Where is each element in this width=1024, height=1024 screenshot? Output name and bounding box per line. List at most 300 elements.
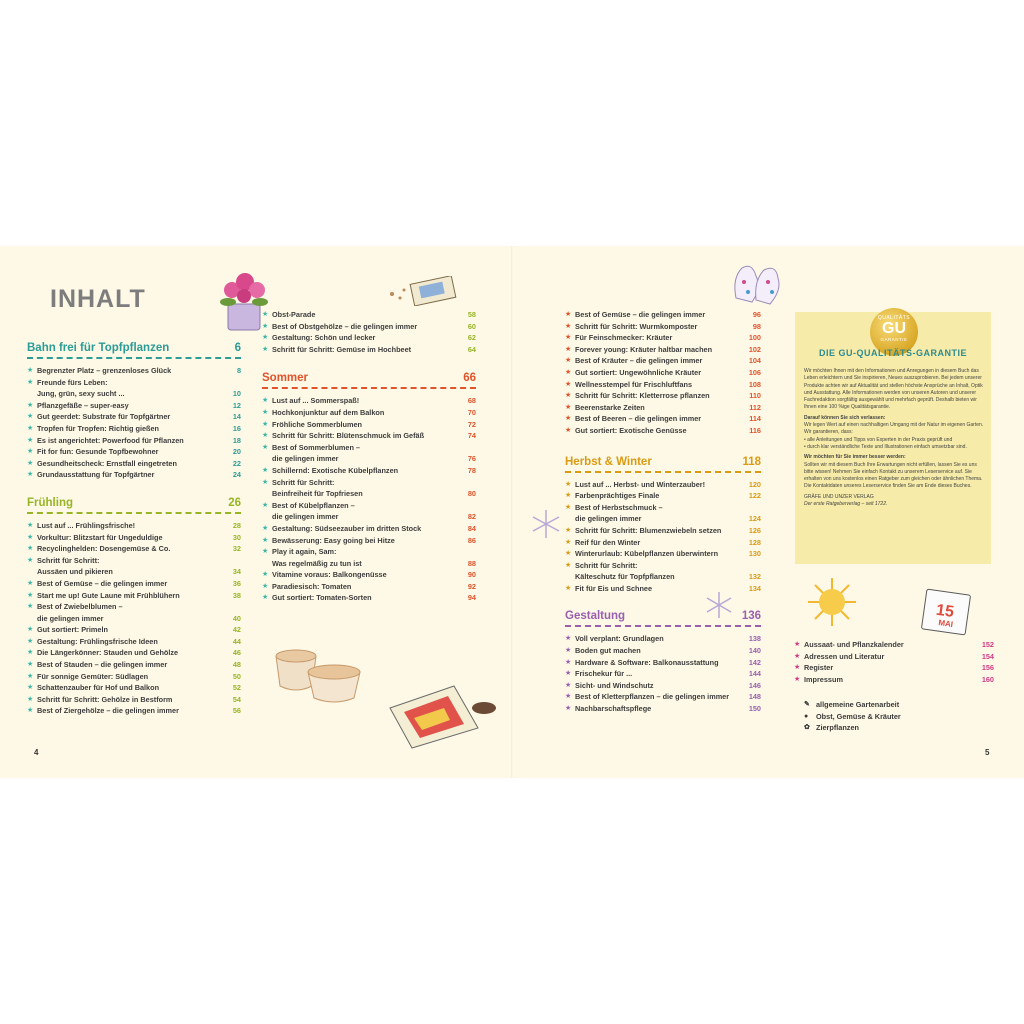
toc-entry[interactable] bbox=[565, 402, 761, 414]
toc-entry[interactable] bbox=[27, 446, 241, 458]
guarantee-bullet: • alle Anleitungen und Tipps von Experten in der Praxis geprüft und bbox=[804, 436, 953, 443]
toc-entry-page: 36 bbox=[232, 578, 241, 588]
toc-entry[interactable] bbox=[27, 601, 241, 613]
toc-entry-title: Kälteschutz für Topfpflanzen bbox=[575, 572, 675, 582]
toc-entry-title: Paradiesisch: Tomaten bbox=[272, 581, 352, 591]
toc-entry[interactable] bbox=[262, 581, 476, 593]
star-icon: ★ bbox=[565, 334, 572, 342]
star-icon: ★ bbox=[27, 579, 34, 587]
toc-entry-page: 44 bbox=[232, 636, 241, 646]
guarantee-paragraph: Sollten wir mit diesem Buch Ihre Erwartungen nicht erfüllen, lassen Sie es uns bitte wissen! Nehmen Sie einfach Kontakt zu unserem Leserservice auf. Sie erhalten von uns kostenlos einen Ratgeber zum gleichen oder ähnlichen Thema. Die Kontaktdaten unseres Leserservice finden Sie am Ende dieses Buches. bbox=[804, 461, 983, 490]
toc-entry[interactable] bbox=[565, 680, 761, 692]
appendix-entry-title: Aussaat- und Pflanzkalender bbox=[804, 640, 904, 649]
toc-entry[interactable] bbox=[27, 555, 241, 567]
toc-entry-page: 8 bbox=[236, 366, 241, 375]
toc-entry-title: Best of Gemüse – die gelingen immer bbox=[37, 578, 168, 588]
appendix-entry-page: 160 bbox=[981, 674, 994, 684]
star-icon: ★ bbox=[565, 670, 572, 678]
guarantee-body bbox=[804, 368, 984, 511]
section-header-sommer bbox=[262, 372, 476, 387]
page-number-right: 5 bbox=[985, 748, 990, 757]
toc-entry-page: 128 bbox=[748, 537, 761, 547]
section-title: Bahn frei für Topfpflanzen bbox=[27, 342, 170, 354]
toc-entry-title: Gestaltung: Schön und lecker bbox=[272, 333, 376, 343]
toc-entry[interactable] bbox=[565, 355, 761, 367]
toc-entry[interactable] bbox=[565, 657, 761, 669]
toc-entry-title: Gestaltung: Südseezauber im dritten Stock bbox=[272, 523, 422, 533]
star-icon: ★ bbox=[565, 403, 572, 411]
star-icon: ★ bbox=[27, 626, 34, 634]
toc-entry[interactable] bbox=[565, 560, 761, 572]
star-icon: ★ bbox=[262, 594, 269, 602]
toc-entry[interactable] bbox=[27, 613, 241, 625]
toc-entry-page: 38 bbox=[232, 590, 241, 600]
bowls-illustration bbox=[272, 646, 370, 708]
toc-entry[interactable] bbox=[27, 365, 241, 377]
appendix-entry[interactable] bbox=[794, 674, 994, 686]
toc-entry[interactable] bbox=[27, 411, 241, 423]
star-icon: ★ bbox=[27, 672, 34, 680]
appendix-entry-title: Register bbox=[804, 663, 834, 673]
section-title: Sommer bbox=[262, 372, 309, 385]
toc-entry-title: Vorkultur: Blitzstart für Ungeduldige bbox=[37, 532, 163, 542]
toc-entry[interactable] bbox=[262, 321, 476, 333]
toc-entry[interactable] bbox=[27, 705, 241, 717]
toc-entry-page: 30 bbox=[232, 532, 241, 542]
toc-entry[interactable] bbox=[27, 469, 241, 481]
toc-column-2 bbox=[262, 309, 476, 604]
toc-entry[interactable] bbox=[262, 592, 476, 604]
toc-entry-page: 84 bbox=[467, 523, 476, 533]
toc-entry-page: 50 bbox=[232, 671, 241, 681]
toc-entry-page: 88 bbox=[467, 558, 476, 568]
entry-list bbox=[27, 365, 241, 481]
toc-entry-page: 10 bbox=[232, 389, 241, 399]
toc-entry-page: 80 bbox=[467, 489, 476, 499]
star-icon: ★ bbox=[27, 556, 34, 564]
toc-entry[interactable] bbox=[27, 578, 241, 590]
toc-entry-title: Fröhliche Sommerblumen bbox=[272, 419, 363, 429]
seal-logo-text: GU bbox=[882, 320, 906, 337]
toc-entry-title: Für Feinschmecker: Kräuter bbox=[575, 333, 673, 343]
legend-item bbox=[804, 711, 901, 723]
star-icon: ★ bbox=[565, 492, 572, 500]
toc-entry-title: Schattenzauber für Hof und Balkon bbox=[37, 683, 160, 693]
star-icon: ★ bbox=[565, 647, 572, 655]
toc-entry[interactable] bbox=[262, 511, 476, 523]
toc-entry[interactable] bbox=[565, 645, 761, 657]
calendar-month: MAI bbox=[937, 618, 954, 630]
toc-entry-page: 46 bbox=[232, 648, 241, 658]
section-header-bahn-frei bbox=[27, 342, 241, 357]
guarantee-subheading: Wir möchten für Sie immer besser werden: bbox=[804, 454, 906, 461]
toc-entry[interactable] bbox=[565, 525, 761, 537]
entry-list bbox=[27, 520, 241, 717]
star-icon: ★ bbox=[565, 368, 572, 376]
toc-entry-page: 92 bbox=[467, 581, 476, 591]
quality-guarantee-box bbox=[795, 312, 991, 564]
gloves-illustration bbox=[728, 258, 788, 308]
toc-entry-title: Farbenprächtiges Finale bbox=[575, 491, 660, 501]
toc-entry-title: die gelingen immer bbox=[575, 514, 642, 524]
star-icon: ★ bbox=[27, 661, 34, 669]
toc-entry-page: 122 bbox=[748, 491, 761, 501]
toc-entry-title: Best of Sommerblumen – bbox=[272, 442, 360, 452]
toc-entry[interactable] bbox=[27, 520, 241, 532]
star-icon: ★ bbox=[27, 413, 34, 421]
toc-entry-page: 18 bbox=[232, 435, 241, 445]
page-title: INHALT bbox=[50, 285, 146, 313]
toc-entry-title: Best of Kübelpflanzen – bbox=[272, 500, 355, 510]
toc-entry[interactable] bbox=[565, 379, 761, 391]
star-icon: ★ bbox=[565, 426, 572, 434]
toc-entry[interactable] bbox=[262, 430, 476, 442]
toc-entry-title: Start me up! Gute Laune mit Frühblühern bbox=[37, 590, 180, 600]
toc-entry-title: Schritt für Schritt: Gemüse im Hochbeet bbox=[272, 344, 412, 354]
toc-entry[interactable] bbox=[27, 388, 241, 400]
appendix-entries bbox=[794, 639, 994, 685]
toc-entry-title: Gut sortiert: Ungewöhnliche Kräuter bbox=[575, 367, 702, 377]
star-icon: ★ bbox=[27, 695, 34, 703]
toc-entry-title: Best of Kletterpflanzen – die gelingen immer bbox=[575, 692, 730, 702]
star-icon: ★ bbox=[794, 652, 801, 660]
legend-item bbox=[804, 722, 901, 734]
appendix-entry-page: 154 bbox=[981, 651, 994, 661]
star-icon: ★ bbox=[262, 397, 269, 405]
toc-entry-title: Sicht- und Windschutz bbox=[575, 680, 654, 690]
toc-entry[interactable] bbox=[27, 624, 241, 636]
toc-entry-title: Nachbarschaftspflege bbox=[575, 704, 652, 714]
entry-list bbox=[565, 309, 761, 437]
toc-entry[interactable] bbox=[27, 458, 241, 470]
toc-entry[interactable] bbox=[565, 490, 761, 502]
star-icon: ★ bbox=[262, 420, 269, 428]
guarantee-paragraph: Wir legen Wert auf einen nachhaltigen Umgang mit der Natur im eigenen Garten. Wir garantieren, dass: bbox=[804, 422, 984, 436]
toc-entry-page: 48 bbox=[232, 660, 241, 670]
toc-entry[interactable] bbox=[27, 400, 241, 412]
guarantee-subheading: Darauf können Sie sich verlassen: bbox=[804, 414, 886, 421]
star-icon: ★ bbox=[565, 550, 572, 558]
toc-entry-page: 70 bbox=[467, 407, 476, 417]
toc-entry-title: die gelingen immer bbox=[272, 454, 339, 464]
appendix-entry[interactable] bbox=[794, 639, 994, 651]
toc-entry[interactable] bbox=[27, 566, 241, 578]
toc-column-1 bbox=[27, 342, 241, 717]
star-icon: ★ bbox=[565, 693, 572, 701]
toc-entry-page: 116 bbox=[749, 425, 761, 435]
toc-entry-page: 68 bbox=[467, 396, 476, 406]
section-page: 26 bbox=[228, 496, 241, 509]
toc-entry[interactable] bbox=[565, 537, 761, 549]
toc-entry[interactable] bbox=[27, 377, 241, 389]
toc-entry[interactable] bbox=[262, 453, 476, 465]
toc-entry-title: Gut sortiert: Primeln bbox=[37, 625, 108, 635]
toc-entry-title: Freunde fürs Leben: bbox=[37, 377, 108, 387]
soil-bag-illustration bbox=[384, 678, 504, 750]
star-icon: ★ bbox=[262, 311, 269, 318]
star-icon: ★ bbox=[565, 345, 572, 353]
toc-entry[interactable] bbox=[262, 395, 476, 407]
toc-entry-page: 148 bbox=[748, 692, 761, 702]
toc-entry-title: Boden gut machen bbox=[575, 646, 641, 656]
guarantee-paragraph: Wir möchten Ihnen mit den Informationen und Anregungen in diesem Buch das Leben erleichtern und Sie inspirieren, Neues auszuprobieren. Bei jedem unserer Produkte achten wir auf Aktualität und stellen höchste Ansprüche an Inhalt, Optik und Ausstattung. Alle Informationen werden von unseren Autoren und unserer Fachredaktion sorgfältig ausgewählt und mehrfach geprüft. Deshalb bieten wir Ihnen eine 100 %ige Qualitätsgarantie. bbox=[804, 368, 983, 411]
toc-entry-page: 100 bbox=[748, 333, 761, 343]
entry-list bbox=[565, 479, 761, 595]
toc-entry-page: 62 bbox=[467, 333, 476, 343]
star-icon: ★ bbox=[27, 684, 34, 692]
section-divider bbox=[27, 357, 241, 359]
star-icon: ★ bbox=[27, 591, 34, 599]
toc-entry-title: Best of Ziergehölze – die gelingen immer bbox=[37, 706, 179, 716]
toc-entry-title: die gelingen immer bbox=[37, 613, 104, 623]
section-page: 6 bbox=[234, 342, 241, 354]
toc-entry-page: 90 bbox=[467, 570, 476, 580]
appendix-entry[interactable] bbox=[794, 651, 994, 663]
star-icon: ★ bbox=[27, 459, 34, 467]
toc-entry-page: 24 bbox=[232, 470, 241, 480]
toc-entry[interactable] bbox=[262, 558, 476, 570]
star-icon: ★ bbox=[27, 378, 34, 386]
star-icon: ★ bbox=[565, 526, 572, 534]
toc-entry[interactable] bbox=[262, 535, 476, 547]
toc-entry[interactable] bbox=[27, 682, 241, 694]
calendar-icon bbox=[918, 588, 976, 636]
toc-entry[interactable] bbox=[27, 590, 241, 602]
toc-entry-title: Hardware & Software: Balkonausstattung bbox=[575, 657, 719, 667]
toc-entry-page: 12 bbox=[232, 400, 241, 410]
toc-entry[interactable] bbox=[565, 479, 761, 491]
star-icon: ★ bbox=[565, 415, 572, 423]
toc-entry-page: 56 bbox=[232, 706, 241, 716]
toc-entry-title: Schritt für Schritt: Gehölze in Bestform bbox=[37, 694, 173, 704]
toc-column-3 bbox=[565, 309, 761, 715]
toc-entry-page: 140 bbox=[748, 646, 761, 656]
toc-entry-title: Gesundheitscheck: Ernstfall eingetreten bbox=[37, 458, 177, 468]
star-icon: ★ bbox=[27, 603, 34, 611]
toc-entry[interactable] bbox=[565, 668, 761, 680]
toc-entry-title: Schritt für Schritt: bbox=[272, 477, 335, 487]
toc-entry-page: 86 bbox=[467, 535, 476, 545]
toc-entry-title: Reif für den Winter bbox=[575, 537, 641, 547]
toc-entry[interactable] bbox=[565, 583, 761, 595]
toc-entry-title: Vitamine voraus: Balkongenüsse bbox=[272, 570, 387, 580]
toc-entry-page: 104 bbox=[748, 356, 761, 366]
entry-list bbox=[565, 633, 761, 714]
star-icon: ★ bbox=[27, 707, 34, 715]
page-number-left: 4 bbox=[34, 748, 39, 757]
star-icon: ★ bbox=[262, 322, 269, 330]
toc-entry-page: 54 bbox=[232, 694, 241, 704]
section-header-herbst-winter bbox=[565, 456, 761, 471]
section-page: 118 bbox=[742, 455, 761, 468]
star-icon: ★ bbox=[565, 322, 572, 330]
toc-entry[interactable] bbox=[262, 309, 476, 321]
seal-top-text: QUALITÄTS bbox=[877, 315, 911, 321]
star-icon: ★ bbox=[262, 536, 269, 544]
section-title: Herbst & Winter bbox=[565, 455, 652, 468]
section-divider bbox=[262, 387, 476, 389]
flower-icon: ✿ bbox=[804, 724, 810, 732]
star-icon: ★ bbox=[262, 408, 269, 416]
toc-entry[interactable] bbox=[262, 488, 476, 500]
section-header-fruehling bbox=[27, 497, 241, 512]
toc-entry[interactable] bbox=[27, 532, 241, 544]
toc-entry[interactable] bbox=[565, 390, 761, 402]
toc-entry-page: 146 bbox=[748, 680, 761, 690]
toc-entry-title: Best of Stauden – die gelingen immer bbox=[37, 660, 168, 670]
snowflake-icon bbox=[530, 508, 562, 540]
guarantee-bullet: • durch klar verständliche Texte und Illustrationen einfach umsetzbar sind. bbox=[804, 443, 967, 450]
toc-entry-title: Best of Gemüse – die gelingen immer bbox=[575, 310, 706, 319]
toc-entry-page: 94 bbox=[467, 593, 476, 603]
toc-entry-page: 14 bbox=[232, 412, 241, 422]
toc-entry[interactable] bbox=[565, 703, 761, 715]
toc-entry[interactable] bbox=[565, 691, 761, 703]
toc-entry[interactable] bbox=[27, 435, 241, 447]
toc-entry[interactable] bbox=[565, 367, 761, 379]
toc-entry-page: 108 bbox=[748, 379, 761, 389]
star-icon: ★ bbox=[27, 521, 34, 529]
toc-entry-page: 34 bbox=[232, 567, 241, 577]
toc-entry-title: Best of Kräuter – die gelingen immer bbox=[575, 356, 703, 366]
star-icon: ★ bbox=[262, 443, 269, 451]
toc-entry-title: Gestaltung: Frühlingsfrische Ideen bbox=[37, 636, 158, 646]
toc-entry-page: 134 bbox=[748, 583, 761, 593]
toc-entry-title: Aussäen und pikieren bbox=[37, 567, 113, 577]
toc-entry[interactable] bbox=[262, 442, 476, 454]
toc-entry[interactable] bbox=[27, 543, 241, 555]
toc-entry[interactable] bbox=[565, 344, 761, 356]
toc-entry-title: Was regelmäßig zu tun ist bbox=[272, 558, 362, 568]
star-icon: ★ bbox=[565, 681, 572, 689]
sun-icon bbox=[806, 576, 858, 628]
toc-entry[interactable] bbox=[565, 332, 761, 344]
star-icon: ★ bbox=[794, 675, 801, 683]
toc-entry-title: Fit for fun: Gesunde Topfbewohner bbox=[37, 447, 159, 457]
toc-entry[interactable] bbox=[27, 671, 241, 683]
appendix-entry-title: Adressen und Literatur bbox=[804, 651, 885, 661]
toc-entry-title: Forever young: Kräuter haltbar machen bbox=[575, 344, 713, 354]
appendix-entry[interactable] bbox=[794, 662, 994, 674]
toc-entry-page: 106 bbox=[748, 367, 761, 377]
toc-entry-page: 124 bbox=[748, 514, 761, 524]
toc-entry[interactable] bbox=[27, 659, 241, 671]
toc-entry-page: 74 bbox=[467, 431, 476, 441]
toc-entry[interactable] bbox=[27, 694, 241, 706]
guarantee-heading: DIE GU-QUALITÄTS-GARANTIE bbox=[819, 348, 967, 358]
book-spread bbox=[0, 246, 1024, 778]
toc-entry-page: 98 bbox=[752, 321, 761, 331]
toc-entry[interactable] bbox=[262, 569, 476, 581]
section-title: Gestaltung bbox=[565, 610, 626, 623]
entry-list bbox=[262, 395, 476, 604]
toc-entry-title: Schritt für Schritt: Blütenschmuck im Gefäß bbox=[272, 431, 425, 441]
entry-list bbox=[262, 309, 476, 355]
toc-entry[interactable] bbox=[27, 647, 241, 659]
toc-entry-title: Beerenstarke Zeiten bbox=[575, 402, 645, 412]
star-icon: ★ bbox=[27, 545, 34, 553]
toc-entry-page: 52 bbox=[232, 683, 241, 693]
toc-entry-title: Begrenzter Platz – grenzenloses Glück bbox=[37, 366, 172, 375]
toc-entry-title: Schritt für Schritt: bbox=[575, 560, 638, 570]
appendix-entry-page: 156 bbox=[981, 663, 994, 673]
toc-entry[interactable] bbox=[565, 571, 761, 583]
star-icon: ★ bbox=[262, 571, 269, 579]
toc-entry[interactable] bbox=[565, 413, 761, 425]
publisher-tagline: Der erste Ratgeberverlag – seit 1722. bbox=[804, 501, 888, 508]
toc-entry[interactable] bbox=[565, 309, 761, 321]
star-icon: ★ bbox=[262, 334, 269, 342]
toc-entry-title: Gut sortiert: Exotische Genüsse bbox=[575, 425, 687, 435]
toc-entry-title: die gelingen immer bbox=[272, 512, 339, 522]
toc-entry[interactable] bbox=[565, 633, 761, 645]
legend-label: Zierpflanzen bbox=[816, 723, 859, 733]
star-icon: ★ bbox=[794, 641, 801, 648]
toc-entry[interactable] bbox=[565, 425, 761, 437]
star-icon: ★ bbox=[565, 480, 572, 488]
star-icon: ★ bbox=[565, 584, 572, 592]
toc-entry-page: 76 bbox=[467, 454, 476, 464]
section-divider bbox=[565, 471, 761, 473]
toc-entry-title: Winterurlaub: Kübelpflanzen überwintern bbox=[575, 549, 719, 559]
toc-entry-page: 82 bbox=[467, 512, 476, 522]
toc-entry-title: Recyclinghelden: Dosengemüse & Co. bbox=[37, 544, 171, 554]
toc-entry[interactable] bbox=[262, 419, 476, 431]
toc-entry-page: 58 bbox=[467, 310, 476, 319]
toc-entry[interactable] bbox=[262, 332, 476, 344]
toc-entry-title: Die Längerkönner: Stauden und Gehölze bbox=[37, 648, 179, 658]
legend-item bbox=[804, 699, 901, 711]
toc-entry-title: Best of Zwiebelblumen – bbox=[37, 602, 123, 612]
toc-entry[interactable] bbox=[565, 321, 761, 333]
toc-entry-page: 20 bbox=[232, 447, 241, 457]
star-icon: ★ bbox=[262, 345, 269, 353]
toc-entry-title: Gut geerdet: Substrate für Topfgärtner bbox=[37, 412, 171, 422]
toc-entry-title: Schritt für Schritt: bbox=[37, 555, 100, 565]
star-icon: ★ bbox=[27, 448, 34, 456]
toc-entry-title: Best of Obstgehölze – die gelingen immer bbox=[272, 321, 418, 331]
toc-entry[interactable] bbox=[565, 513, 761, 525]
star-icon: ★ bbox=[794, 664, 801, 672]
toc-entry-title: Lust auf ... Frühlingsfrische! bbox=[37, 520, 136, 530]
toc-entry[interactable] bbox=[262, 407, 476, 419]
toc-entry-title: Pflanzgefäße – super-easy bbox=[37, 400, 129, 410]
toc-entry[interactable] bbox=[262, 477, 476, 489]
toc-entry[interactable] bbox=[262, 500, 476, 512]
toc-entry-page: 112 bbox=[749, 402, 761, 412]
toc-entry[interactable] bbox=[565, 548, 761, 560]
section-title: Frühling bbox=[27, 496, 73, 509]
seal-bottom-text: GARANTIE bbox=[880, 337, 908, 342]
toc-entry[interactable] bbox=[262, 465, 476, 477]
toc-entry[interactable] bbox=[262, 546, 476, 558]
toc-entry[interactable] bbox=[262, 344, 476, 356]
toc-entry[interactable] bbox=[262, 523, 476, 535]
toc-entry-page: 130 bbox=[748, 549, 761, 559]
toc-entry-page: 42 bbox=[232, 625, 241, 635]
star-icon: ★ bbox=[262, 466, 269, 474]
toc-entry-title: Best of Herbstschmuck – bbox=[575, 502, 663, 512]
toc-entry[interactable] bbox=[565, 502, 761, 514]
star-icon: ★ bbox=[262, 432, 269, 440]
toc-entry-title: Play it again, Sam: bbox=[272, 547, 337, 557]
toc-entry[interactable] bbox=[27, 636, 241, 648]
toc-entry-title: Es ist angerichtet: Powerfood für Pflanzen bbox=[37, 435, 184, 445]
toc-entry-title: Gut sortiert: Tomaten-Sorten bbox=[272, 593, 372, 603]
toc-entry[interactable] bbox=[27, 423, 241, 435]
toc-entry-page: 114 bbox=[749, 414, 761, 424]
star-icon: ★ bbox=[565, 503, 572, 511]
